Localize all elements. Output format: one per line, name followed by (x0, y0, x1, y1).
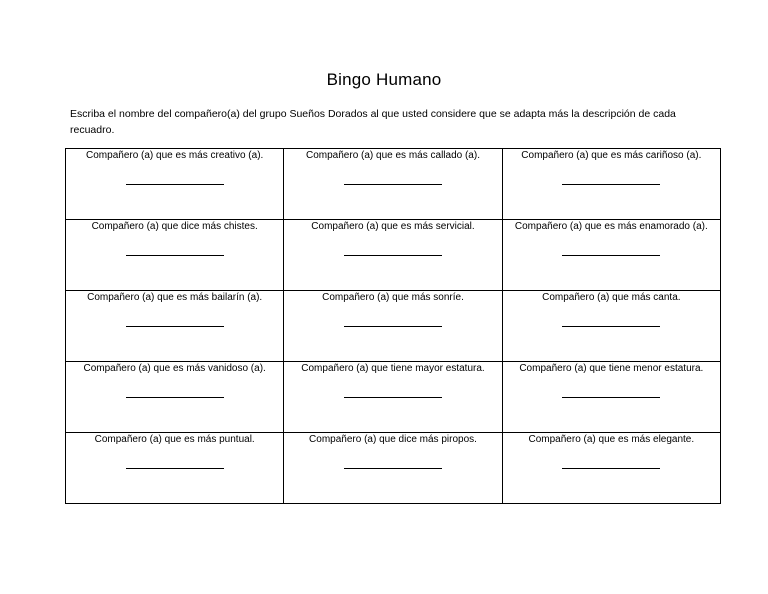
bingo-cell (284, 220, 502, 291)
bingo-cell-description: Compañero (a) que es más vanidoso (a). (83, 363, 266, 374)
name-answer-line[interactable] (344, 397, 442, 398)
bingo-cell (66, 362, 284, 433)
name-answer-line[interactable] (562, 397, 660, 398)
name-answer-line[interactable] (562, 468, 660, 469)
bingo-cell (66, 433, 284, 504)
bingo-cell-description: Compañero (a) que tiene mayor estatura. (301, 363, 485, 374)
name-answer-line[interactable] (344, 184, 442, 185)
bingo-row (66, 149, 721, 220)
bingo-cell-description: Compañero (a) que es más cariñoso (a). (521, 150, 702, 161)
bingo-cell-description: Compañero (a) que tiene menor estatura. (519, 363, 704, 374)
name-answer-line[interactable] (562, 184, 660, 185)
name-answer-line[interactable] (344, 468, 442, 469)
bingo-cell (284, 362, 502, 433)
bingo-cell-description: Compañero (a) que dice más chistes. (91, 221, 258, 232)
name-answer-line[interactable] (126, 468, 224, 469)
bingo-cell (284, 291, 502, 362)
bingo-cell-description: Compañero (a) que más sonríe. (322, 292, 464, 303)
name-answer-line[interactable] (126, 184, 224, 185)
bingo-cell (66, 149, 284, 220)
bingo-cell (502, 291, 720, 362)
bingo-row (66, 362, 721, 433)
instructions-text: Escriba el nombre del compañero(a) del grupo Sueños Dorados al que usted considere que se adapta más la descripción de cada recuadro. (70, 108, 676, 136)
bingo-cell (284, 149, 502, 220)
name-answer-line[interactable] (344, 326, 442, 327)
bingo-cell-description: Compañero (a) que es más puntual. (94, 434, 255, 445)
name-answer-line[interactable] (126, 397, 224, 398)
bingo-cell (66, 291, 284, 362)
bingo-cell (284, 433, 502, 504)
bingo-cell-description: Compañero (a) que más canta. (542, 292, 681, 303)
name-answer-line[interactable] (126, 255, 224, 256)
bingo-cell (66, 220, 284, 291)
name-answer-line[interactable] (126, 326, 224, 327)
bingo-cell-description: Compañero (a) que es más enamorado (a). (514, 221, 708, 232)
bingo-cell (502, 433, 720, 504)
name-answer-line[interactable] (562, 255, 660, 256)
bingo-cell-description: Compañero (a) que dice más piropos. (309, 434, 477, 445)
bingo-cell (502, 149, 720, 220)
bingo-cell-description: Compañero (a) que es más creativo (a). (86, 150, 264, 161)
bingo-cell (502, 220, 720, 291)
bingo-cell-description: Compañero (a) que es más servicial. (311, 221, 475, 232)
bingo-cell-description: Compañero (a) que es más elegante. (528, 434, 695, 445)
bingo-row (66, 433, 721, 504)
document-title: Bingo Humano (326, 70, 442, 89)
bingo-grid-body (66, 149, 721, 504)
bingo-row (66, 291, 721, 362)
name-answer-line[interactable] (562, 326, 660, 327)
bingo-cell-description: Compañero (a) que es más callado (a). (306, 150, 480, 161)
bingo-row (66, 220, 721, 291)
bingo-cell (502, 362, 720, 433)
bingo-cell-description: Compañero (a) que es más bailarín (a). (87, 292, 263, 303)
bingo-grid (65, 148, 721, 504)
name-answer-line[interactable] (344, 255, 442, 256)
